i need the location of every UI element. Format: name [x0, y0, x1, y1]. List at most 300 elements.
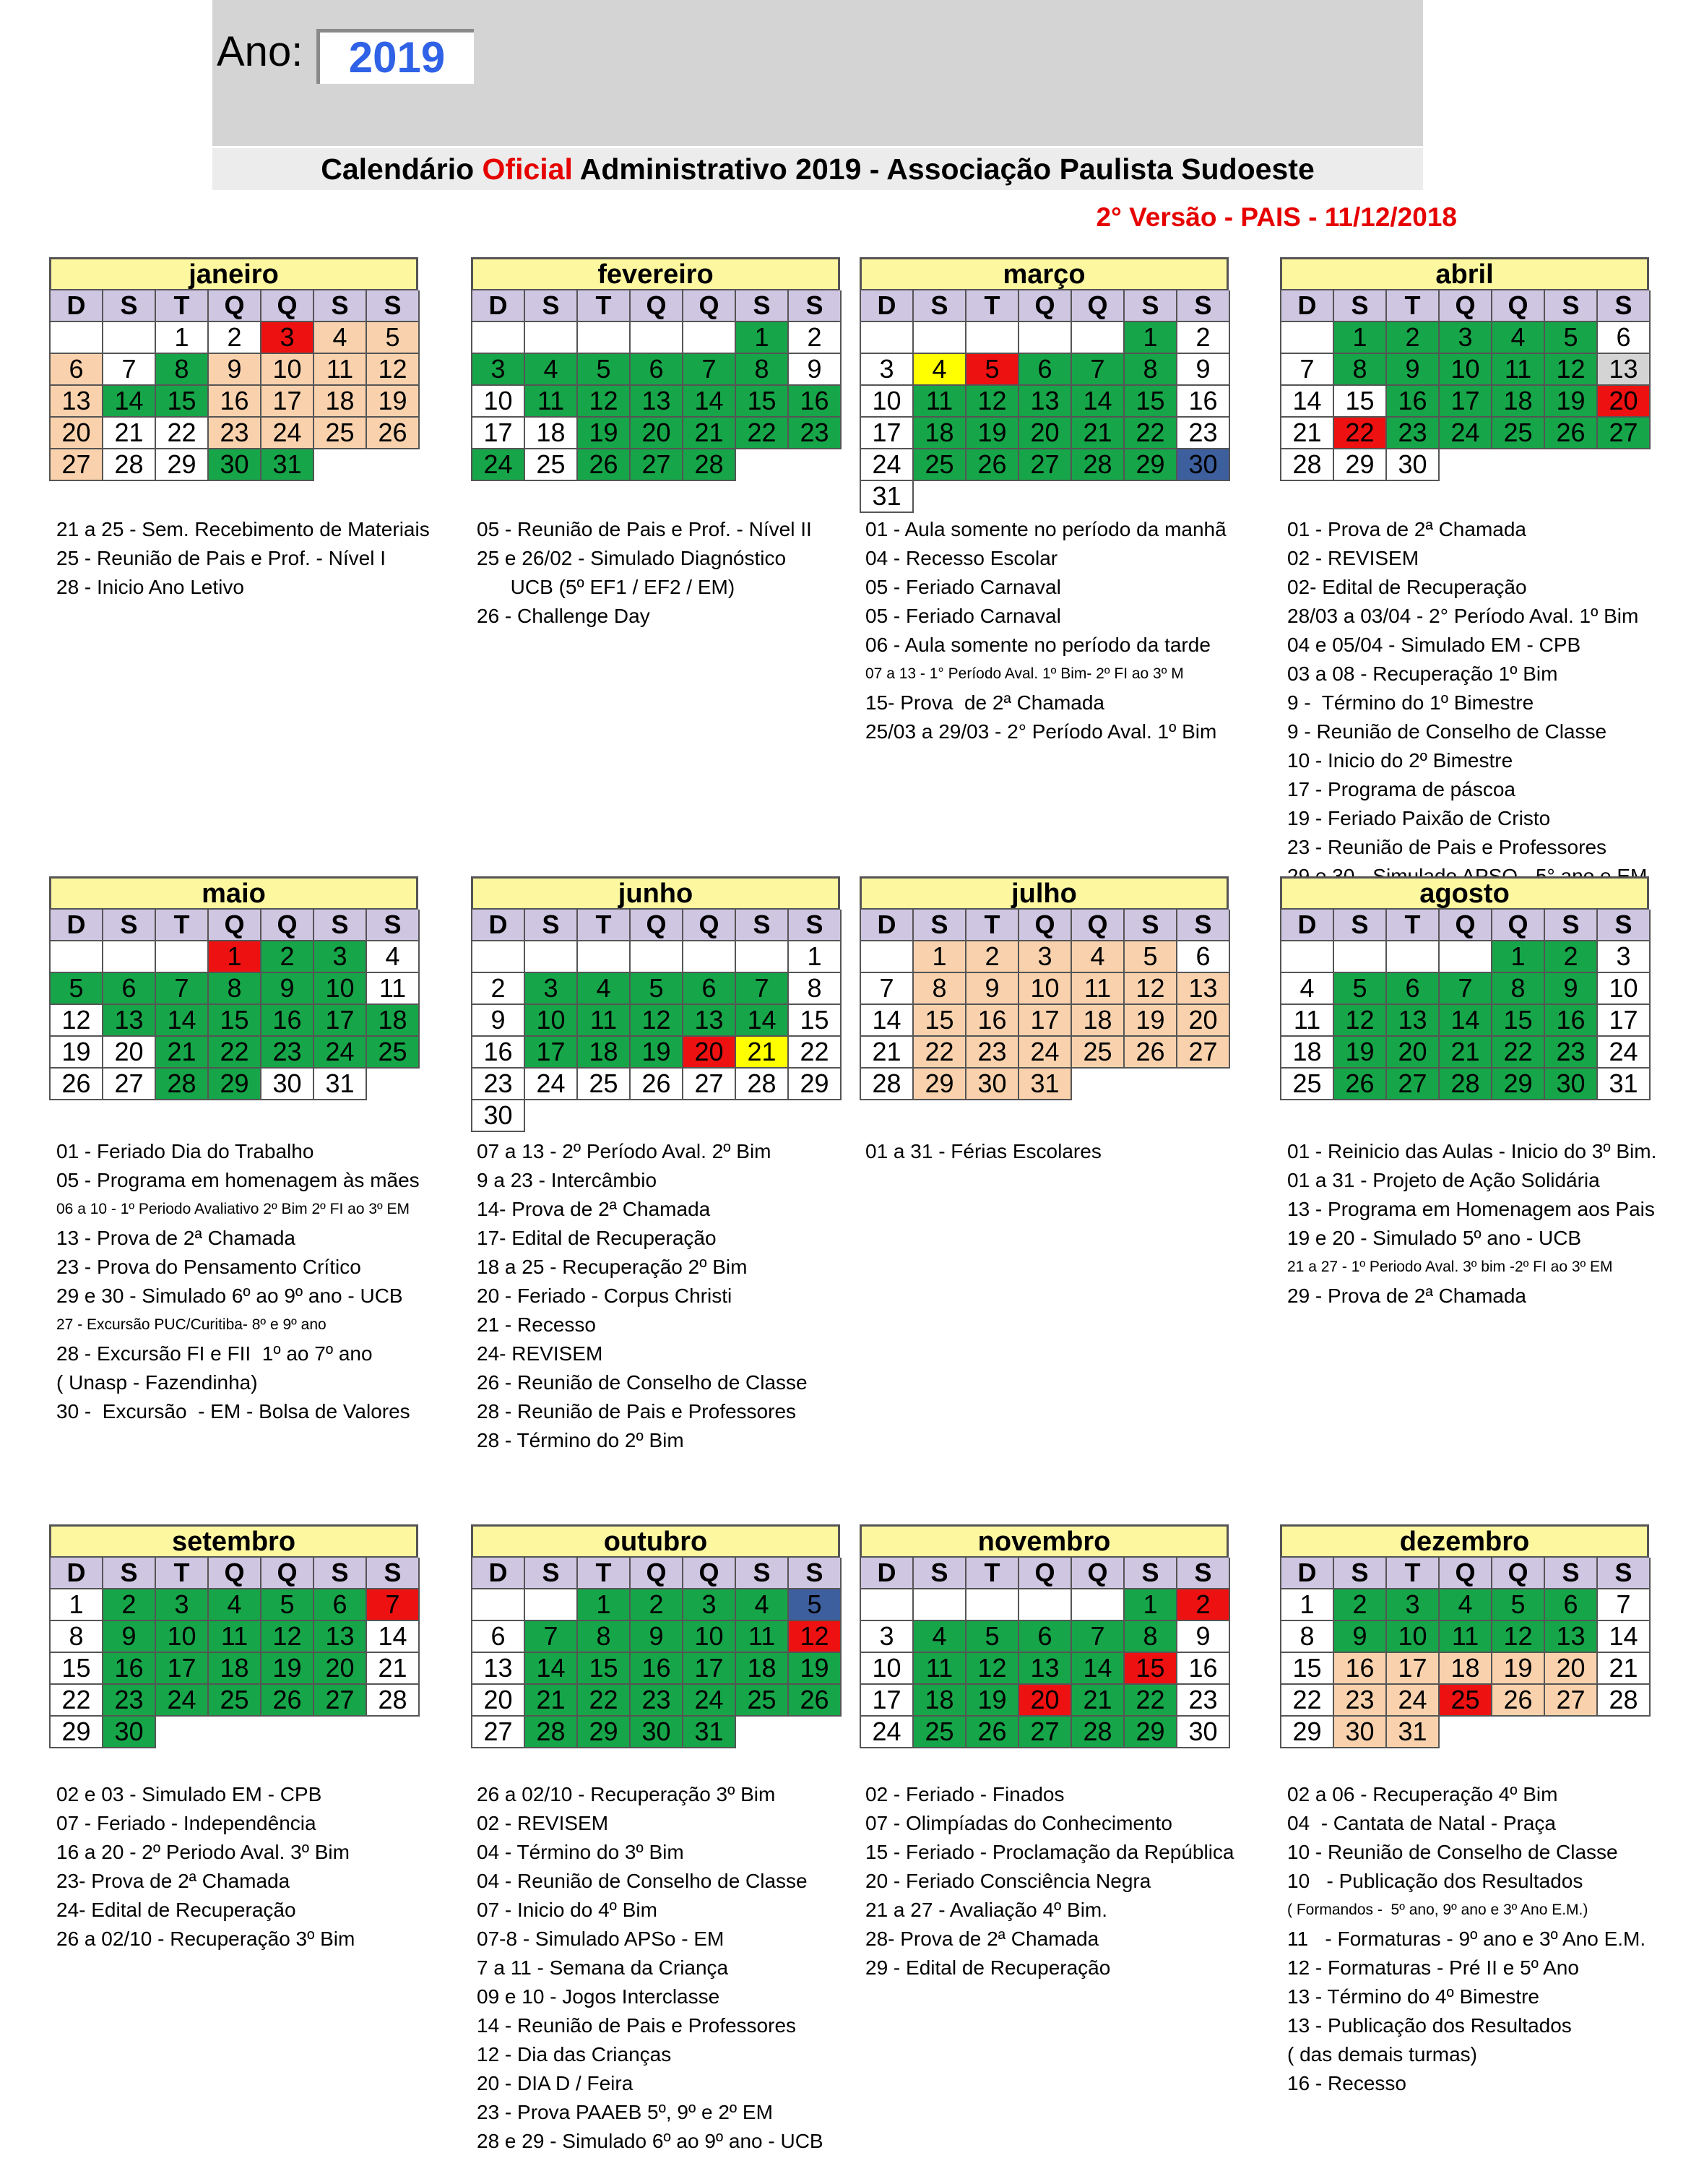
- day-cell[interactable]: 22: [209, 1037, 261, 1069]
- day-cell[interactable]: 2: [472, 973, 525, 1005]
- day-cell[interactable]: 17: [261, 386, 314, 418]
- day-cell[interactable]: 17: [472, 418, 525, 449]
- day-cell[interactable]: 25: [736, 1685, 789, 1717]
- day-cell[interactable]: 4: [209, 1589, 261, 1621]
- day-cell[interactable]: 9: [1177, 354, 1230, 386]
- day-cell[interactable]: 1: [209, 941, 261, 973]
- day-cell[interactable]: 12: [51, 1005, 103, 1037]
- day-cell[interactable]: 22: [51, 1685, 103, 1717]
- day-cell[interactable]: 4: [525, 354, 578, 386]
- day-cell[interactable]: 28: [1440, 1069, 1492, 1100]
- day-cell[interactable]: 14: [1440, 1005, 1492, 1037]
- day-cell[interactable]: 21: [683, 418, 736, 449]
- day-cell[interactable]: 11: [914, 386, 966, 418]
- day-cell[interactable]: 12: [1545, 354, 1598, 386]
- day-cell[interactable]: 14: [1072, 386, 1125, 418]
- day-cell[interactable]: 30: [261, 1069, 314, 1100]
- day-cell[interactable]: 2: [789, 322, 842, 354]
- day-cell[interactable]: 28: [1072, 1717, 1125, 1748]
- day-cell[interactable]: 29: [1125, 1717, 1177, 1748]
- day-cell[interactable]: 1: [1281, 1589, 1334, 1621]
- day-cell[interactable]: 18: [314, 386, 367, 418]
- day-cell[interactable]: 14: [525, 1653, 578, 1685]
- day-cell[interactable]: 31: [261, 449, 314, 481]
- day-cell[interactable]: 24: [261, 418, 314, 449]
- day-cell[interactable]: 28: [367, 1685, 420, 1717]
- day-cell[interactable]: 26: [51, 1069, 103, 1100]
- day-cell[interactable]: 20: [683, 1037, 736, 1069]
- day-cell[interactable]: 8: [914, 973, 966, 1005]
- day-cell[interactable]: 6: [1177, 941, 1230, 973]
- day-cell[interactable]: 29: [156, 449, 209, 481]
- day-cell[interactable]: 1: [1125, 1589, 1177, 1621]
- day-cell[interactable]: 26: [1334, 1069, 1387, 1100]
- day-cell[interactable]: 26: [1545, 418, 1598, 449]
- day-cell[interactable]: 6: [1019, 1621, 1072, 1653]
- day-cell[interactable]: 28: [1598, 1685, 1651, 1717]
- day-cell[interactable]: 23: [1177, 418, 1230, 449]
- day-cell[interactable]: 23: [789, 418, 842, 449]
- day-cell[interactable]: 4: [578, 973, 631, 1005]
- day-cell[interactable]: 21: [1598, 1653, 1651, 1685]
- day-cell[interactable]: 11: [1492, 354, 1545, 386]
- day-cell[interactable]: 18: [914, 1685, 966, 1717]
- day-cell[interactable]: 27: [1598, 418, 1651, 449]
- day-cell[interactable]: 15: [1125, 1653, 1177, 1685]
- day-cell[interactable]: 29: [914, 1069, 966, 1100]
- day-cell[interactable]: 23: [1387, 418, 1440, 449]
- day-cell[interactable]: 7: [1440, 973, 1492, 1005]
- day-cell[interactable]: 26: [789, 1685, 842, 1717]
- day-cell[interactable]: 25: [914, 449, 966, 481]
- day-cell[interactable]: 14: [1072, 1653, 1125, 1685]
- day-cell[interactable]: 22: [1492, 1037, 1545, 1069]
- day-cell[interactable]: 10: [1440, 354, 1492, 386]
- day-cell[interactable]: 2: [261, 941, 314, 973]
- day-cell[interactable]: 16: [1177, 386, 1230, 418]
- day-cell[interactable]: 20: [1545, 1653, 1598, 1685]
- day-cell[interactable]: 1: [789, 941, 842, 973]
- day-cell[interactable]: 20: [1019, 1685, 1072, 1717]
- day-cell[interactable]: 29: [1492, 1069, 1545, 1100]
- day-cell[interactable]: 11: [914, 1653, 966, 1685]
- day-cell[interactable]: 19: [51, 1037, 103, 1069]
- day-cell[interactable]: 12: [578, 386, 631, 418]
- day-cell[interactable]: 16: [966, 1005, 1019, 1037]
- day-cell[interactable]: 8: [789, 973, 842, 1005]
- day-cell[interactable]: 5: [367, 322, 420, 354]
- day-cell[interactable]: 3: [261, 322, 314, 354]
- day-cell[interactable]: 9: [261, 973, 314, 1005]
- day-cell[interactable]: 10: [525, 1005, 578, 1037]
- day-cell[interactable]: 20: [103, 1037, 156, 1069]
- day-cell[interactable]: 30: [1177, 449, 1230, 481]
- day-cell[interactable]: 22: [1281, 1685, 1334, 1717]
- day-cell[interactable]: 22: [578, 1685, 631, 1717]
- day-cell[interactable]: 29: [789, 1069, 842, 1100]
- day-cell[interactable]: 13: [472, 1653, 525, 1685]
- day-cell[interactable]: 15: [789, 1005, 842, 1037]
- day-cell[interactable]: 21: [525, 1685, 578, 1717]
- day-cell[interactable]: 16: [1177, 1653, 1230, 1685]
- day-cell[interactable]: 21: [1281, 418, 1334, 449]
- day-cell[interactable]: 15: [1492, 1005, 1545, 1037]
- day-cell[interactable]: 23: [472, 1069, 525, 1100]
- day-cell[interactable]: 29: [578, 1717, 631, 1748]
- day-cell[interactable]: 9: [472, 1005, 525, 1037]
- day-cell[interactable]: 3: [1598, 941, 1651, 973]
- day-cell[interactable]: 17: [683, 1653, 736, 1685]
- day-cell[interactable]: 22: [1334, 418, 1387, 449]
- day-cell[interactable]: 10: [156, 1621, 209, 1653]
- day-cell[interactable]: 7: [1281, 354, 1334, 386]
- day-cell[interactable]: 29: [51, 1717, 103, 1748]
- day-cell[interactable]: 11: [1440, 1621, 1492, 1653]
- day-cell[interactable]: 19: [631, 1037, 683, 1069]
- day-cell[interactable]: 8: [209, 973, 261, 1005]
- day-cell[interactable]: 7: [1598, 1589, 1651, 1621]
- day-cell[interactable]: 5: [1545, 322, 1598, 354]
- day-cell[interactable]: 22: [1125, 1685, 1177, 1717]
- day-cell[interactable]: 23: [103, 1685, 156, 1717]
- day-cell[interactable]: 11: [1072, 973, 1125, 1005]
- day-cell[interactable]: 22: [1125, 418, 1177, 449]
- day-cell[interactable]: 31: [683, 1717, 736, 1748]
- day-cell[interactable]: 13: [1598, 354, 1651, 386]
- day-cell[interactable]: 2: [1334, 1589, 1387, 1621]
- day-cell[interactable]: 18: [367, 1005, 420, 1037]
- day-cell[interactable]: 4: [914, 354, 966, 386]
- day-cell[interactable]: 13: [631, 386, 683, 418]
- day-cell[interactable]: 16: [789, 386, 842, 418]
- day-cell[interactable]: 20: [51, 418, 103, 449]
- day-cell[interactable]: 15: [578, 1653, 631, 1685]
- day-cell[interactable]: 6: [472, 1621, 525, 1653]
- day-cell[interactable]: 16: [631, 1653, 683, 1685]
- day-cell[interactable]: 19: [1545, 386, 1598, 418]
- day-cell[interactable]: 5: [1492, 1589, 1545, 1621]
- day-cell[interactable]: 23: [209, 418, 261, 449]
- day-cell[interactable]: 17: [861, 418, 914, 449]
- day-cell[interactable]: 16: [472, 1037, 525, 1069]
- day-cell[interactable]: 24: [1598, 1037, 1651, 1069]
- day-cell[interactable]: 16: [1334, 1653, 1387, 1685]
- day-cell[interactable]: 20: [1177, 1005, 1230, 1037]
- day-cell[interactable]: 4: [914, 1621, 966, 1653]
- day-cell[interactable]: 30: [1387, 449, 1440, 481]
- day-cell[interactable]: 18: [525, 418, 578, 449]
- day-cell[interactable]: 27: [472, 1717, 525, 1748]
- day-cell[interactable]: 15: [736, 386, 789, 418]
- day-cell[interactable]: 4: [1440, 1589, 1492, 1621]
- day-cell[interactable]: 6: [1019, 354, 1072, 386]
- day-cell[interactable]: 24: [1019, 1037, 1072, 1069]
- day-cell[interactable]: 3: [1440, 322, 1492, 354]
- day-cell[interactable]: 30: [1545, 1069, 1598, 1100]
- day-cell[interactable]: 11: [1281, 1005, 1334, 1037]
- day-cell[interactable]: 3: [472, 354, 525, 386]
- day-cell[interactable]: 18: [914, 418, 966, 449]
- day-cell[interactable]: 26: [578, 449, 631, 481]
- day-cell[interactable]: 18: [209, 1653, 261, 1685]
- day-cell[interactable]: 24: [861, 1717, 914, 1748]
- day-cell[interactable]: 20: [631, 418, 683, 449]
- day-cell[interactable]: 12: [789, 1621, 842, 1653]
- day-cell[interactable]: 6: [1387, 973, 1440, 1005]
- day-cell[interactable]: 28: [683, 449, 736, 481]
- day-cell[interactable]: 13: [103, 1005, 156, 1037]
- day-cell[interactable]: 18: [1072, 1005, 1125, 1037]
- day-cell[interactable]: 5: [51, 973, 103, 1005]
- day-cell[interactable]: 2: [1177, 322, 1230, 354]
- day-cell[interactable]: 14: [736, 1005, 789, 1037]
- day-cell[interactable]: 19: [578, 418, 631, 449]
- day-cell[interactable]: 26: [966, 1717, 1019, 1748]
- day-cell[interactable]: 4: [1072, 941, 1125, 973]
- day-cell[interactable]: 3: [1019, 941, 1072, 973]
- day-cell[interactable]: 1: [51, 1589, 103, 1621]
- day-cell[interactable]: 13: [1177, 973, 1230, 1005]
- day-cell[interactable]: 12: [1334, 1005, 1387, 1037]
- day-cell[interactable]: 9: [1387, 354, 1440, 386]
- day-cell[interactable]: 18: [1492, 386, 1545, 418]
- day-cell[interactable]: 6: [631, 354, 683, 386]
- day-cell[interactable]: 15: [1281, 1653, 1334, 1685]
- day-cell[interactable]: 26: [367, 418, 420, 449]
- day-cell[interactable]: 26: [1492, 1685, 1545, 1717]
- day-cell[interactable]: 7: [367, 1589, 420, 1621]
- day-cell[interactable]: 14: [683, 386, 736, 418]
- day-cell[interactable]: 5: [966, 1621, 1019, 1653]
- day-cell[interactable]: 1: [914, 941, 966, 973]
- day-cell[interactable]: 30: [209, 449, 261, 481]
- day-cell[interactable]: 8: [578, 1621, 631, 1653]
- day-cell[interactable]: 19: [966, 418, 1019, 449]
- day-cell[interactable]: 13: [1387, 1005, 1440, 1037]
- day-cell[interactable]: 2: [1387, 322, 1440, 354]
- day-cell[interactable]: 21: [736, 1037, 789, 1069]
- day-cell[interactable]: 27: [103, 1069, 156, 1100]
- day-cell[interactable]: 17: [1019, 1005, 1072, 1037]
- day-cell[interactable]: 14: [103, 386, 156, 418]
- day-cell[interactable]: 3: [861, 354, 914, 386]
- day-cell[interactable]: 27: [631, 449, 683, 481]
- day-cell[interactable]: 26: [966, 449, 1019, 481]
- day-cell[interactable]: 14: [156, 1005, 209, 1037]
- day-cell[interactable]: 24: [472, 449, 525, 481]
- day-cell[interactable]: 6: [683, 973, 736, 1005]
- day-cell[interactable]: 12: [966, 1653, 1019, 1685]
- day-cell[interactable]: 30: [631, 1717, 683, 1748]
- day-cell[interactable]: 6: [1598, 322, 1651, 354]
- day-cell[interactable]: 9: [1334, 1621, 1387, 1653]
- day-cell[interactable]: 1: [156, 322, 209, 354]
- day-cell[interactable]: 2: [103, 1589, 156, 1621]
- day-cell[interactable]: 9: [103, 1621, 156, 1653]
- day-cell[interactable]: 29: [1125, 449, 1177, 481]
- day-cell[interactable]: 29: [1281, 1717, 1334, 1748]
- day-cell[interactable]: 22: [156, 418, 209, 449]
- day-cell[interactable]: 21: [1072, 418, 1125, 449]
- day-cell[interactable]: 6: [51, 354, 103, 386]
- day-cell[interactable]: 9: [209, 354, 261, 386]
- day-cell[interactable]: 5: [261, 1589, 314, 1621]
- day-cell[interactable]: 25: [1492, 418, 1545, 449]
- day-cell[interactable]: 19: [1125, 1005, 1177, 1037]
- day-cell[interactable]: 26: [631, 1069, 683, 1100]
- day-cell[interactable]: 25: [209, 1685, 261, 1717]
- day-cell[interactable]: 2: [209, 322, 261, 354]
- day-cell[interactable]: 1: [736, 322, 789, 354]
- day-cell[interactable]: 1: [1125, 322, 1177, 354]
- day-cell[interactable]: 27: [51, 449, 103, 481]
- day-cell[interactable]: 17: [861, 1685, 914, 1717]
- day-cell[interactable]: 25: [914, 1717, 966, 1748]
- day-cell[interactable]: 30: [1334, 1717, 1387, 1748]
- day-cell[interactable]: 27: [683, 1069, 736, 1100]
- day-cell[interactable]: 31: [861, 481, 914, 513]
- day-cell[interactable]: 5: [966, 354, 1019, 386]
- day-cell[interactable]: 22: [789, 1037, 842, 1069]
- day-cell[interactable]: 12: [1125, 973, 1177, 1005]
- day-cell[interactable]: 18: [1440, 1653, 1492, 1685]
- day-cell[interactable]: 5: [578, 354, 631, 386]
- day-cell[interactable]: 19: [966, 1685, 1019, 1717]
- day-cell[interactable]: 9: [966, 973, 1019, 1005]
- day-cell[interactable]: 3: [1387, 1589, 1440, 1621]
- day-cell[interactable]: 12: [367, 354, 420, 386]
- day-cell[interactable]: 7: [683, 354, 736, 386]
- day-cell[interactable]: 13: [683, 1005, 736, 1037]
- day-cell[interactable]: 19: [789, 1653, 842, 1685]
- day-cell[interactable]: 6: [103, 973, 156, 1005]
- day-cell[interactable]: 21: [1440, 1037, 1492, 1069]
- day-cell[interactable]: 18: [736, 1653, 789, 1685]
- day-cell[interactable]: 31: [1019, 1069, 1072, 1100]
- day-cell[interactable]: 8: [1281, 1621, 1334, 1653]
- day-cell[interactable]: 8: [156, 354, 209, 386]
- day-cell[interactable]: 26: [1125, 1037, 1177, 1069]
- day-cell[interactable]: 3: [156, 1589, 209, 1621]
- day-cell[interactable]: 8: [51, 1621, 103, 1653]
- day-cell[interactable]: 24: [861, 449, 914, 481]
- day-cell[interactable]: 11: [367, 973, 420, 1005]
- day-cell[interactable]: 30: [103, 1717, 156, 1748]
- day-cell[interactable]: 13: [314, 1621, 367, 1653]
- day-cell[interactable]: 15: [1334, 386, 1387, 418]
- day-cell[interactable]: 23: [631, 1685, 683, 1717]
- day-cell[interactable]: 15: [156, 386, 209, 418]
- day-cell[interactable]: 28: [736, 1069, 789, 1100]
- day-cell[interactable]: 9: [631, 1621, 683, 1653]
- day-cell[interactable]: 25: [525, 449, 578, 481]
- day-cell[interactable]: 25: [1281, 1069, 1334, 1100]
- day-cell[interactable]: 29: [1334, 449, 1387, 481]
- day-cell[interactable]: 18: [1281, 1037, 1334, 1069]
- day-cell[interactable]: 27: [1545, 1685, 1598, 1717]
- day-cell[interactable]: 14: [861, 1005, 914, 1037]
- day-cell[interactable]: 28: [861, 1069, 914, 1100]
- day-cell[interactable]: 10: [683, 1621, 736, 1653]
- day-cell[interactable]: 10: [1387, 1621, 1440, 1653]
- day-cell[interactable]: 27: [1019, 1717, 1072, 1748]
- day-cell[interactable]: 27: [1387, 1069, 1440, 1100]
- day-cell[interactable]: 8: [1125, 354, 1177, 386]
- day-cell[interactable]: 5: [1125, 941, 1177, 973]
- year-input[interactable]: 2019: [316, 29, 474, 84]
- day-cell[interactable]: 9: [1545, 973, 1598, 1005]
- day-cell[interactable]: 14: [1598, 1621, 1651, 1653]
- day-cell[interactable]: 7: [156, 973, 209, 1005]
- day-cell[interactable]: 21: [1072, 1685, 1125, 1717]
- day-cell[interactable]: 12: [966, 386, 1019, 418]
- day-cell[interactable]: 2: [1177, 1589, 1230, 1621]
- day-cell[interactable]: 7: [1072, 354, 1125, 386]
- day-cell[interactable]: 2: [631, 1589, 683, 1621]
- day-cell[interactable]: 12: [261, 1621, 314, 1653]
- day-cell[interactable]: 19: [1334, 1037, 1387, 1069]
- day-cell[interactable]: 20: [1019, 418, 1072, 449]
- day-cell[interactable]: 24: [314, 1037, 367, 1069]
- day-cell[interactable]: 10: [261, 354, 314, 386]
- day-cell[interactable]: 17: [525, 1037, 578, 1069]
- day-cell[interactable]: 23: [261, 1037, 314, 1069]
- day-cell[interactable]: 7: [103, 354, 156, 386]
- day-cell[interactable]: 12: [631, 1005, 683, 1037]
- day-cell[interactable]: 19: [1492, 1653, 1545, 1685]
- day-cell[interactable]: 18: [578, 1037, 631, 1069]
- day-cell[interactable]: 13: [1019, 1653, 1072, 1685]
- day-cell[interactable]: 10: [861, 386, 914, 418]
- day-cell[interactable]: 16: [1545, 1005, 1598, 1037]
- day-cell[interactable]: 13: [1545, 1621, 1598, 1653]
- day-cell[interactable]: 1: [578, 1589, 631, 1621]
- day-cell[interactable]: 10: [314, 973, 367, 1005]
- day-cell[interactable]: 3: [861, 1621, 914, 1653]
- day-cell[interactable]: 20: [314, 1653, 367, 1685]
- day-cell[interactable]: 17: [1598, 1005, 1651, 1037]
- day-cell[interactable]: 8: [1492, 973, 1545, 1005]
- day-cell[interactable]: 14: [1281, 386, 1334, 418]
- day-cell[interactable]: 31: [314, 1069, 367, 1100]
- day-cell[interactable]: 30: [966, 1069, 1019, 1100]
- day-cell[interactable]: 30: [1177, 1717, 1230, 1748]
- day-cell[interactable]: 6: [314, 1589, 367, 1621]
- day-cell[interactable]: 27: [314, 1685, 367, 1717]
- day-cell[interactable]: 2: [1545, 941, 1598, 973]
- day-cell[interactable]: 11: [525, 386, 578, 418]
- day-cell[interactable]: 24: [156, 1685, 209, 1717]
- day-cell[interactable]: 1: [1492, 941, 1545, 973]
- day-cell[interactable]: 25: [367, 1037, 420, 1069]
- day-cell[interactable]: 7: [861, 973, 914, 1005]
- day-cell[interactable]: 24: [525, 1069, 578, 1100]
- day-cell[interactable]: 28: [1281, 449, 1334, 481]
- day-cell[interactable]: 27: [1019, 449, 1072, 481]
- day-cell[interactable]: 16: [209, 386, 261, 418]
- day-cell[interactable]: 4: [736, 1589, 789, 1621]
- day-cell[interactable]: 16: [103, 1653, 156, 1685]
- day-cell[interactable]: 29: [209, 1069, 261, 1100]
- day-cell[interactable]: 20: [1598, 386, 1651, 418]
- day-cell[interactable]: 24: [1440, 418, 1492, 449]
- day-cell[interactable]: 11: [314, 354, 367, 386]
- day-cell[interactable]: 21: [861, 1037, 914, 1069]
- day-cell[interactable]: 3: [525, 973, 578, 1005]
- day-cell[interactable]: 21: [367, 1653, 420, 1685]
- day-cell[interactable]: 16: [1387, 386, 1440, 418]
- day-cell[interactable]: 17: [1440, 386, 1492, 418]
